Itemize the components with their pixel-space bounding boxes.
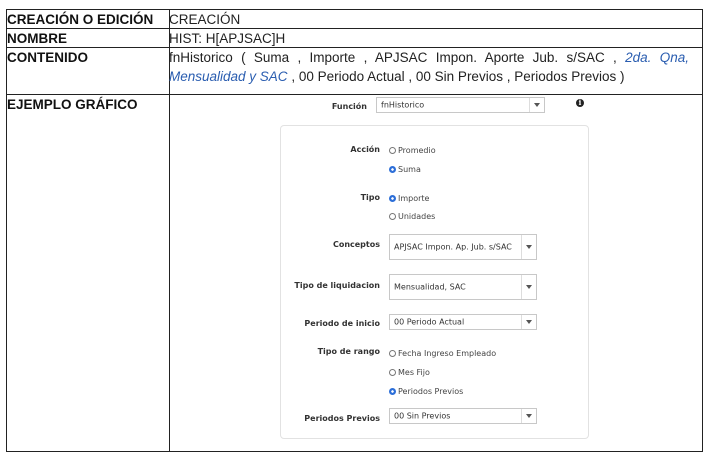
chevron-down-icon [521,315,536,329]
radio-icon [389,213,396,220]
accion-label: Acción [350,145,380,154]
chevron-down-icon [521,275,536,299]
row-divider [7,28,702,29]
contenido-label: CONTENIDO [7,50,88,65]
nombre-value: HIST: H[APJSAC]H [169,31,286,46]
radio-icon [389,166,396,173]
chevron-down-icon [521,235,536,259]
radio-fecha-ingreso[interactable] [389,349,496,358]
radio-fecha-ingreso-label: Fecha Ingreso Empleado [398,349,497,358]
radio-icon [389,350,396,357]
radio-promedio-label: Promedio [398,146,436,155]
chevron-down-icon [529,98,544,112]
radio-periodos-previos[interactable] [389,387,463,396]
radio-suma[interactable] [389,165,421,174]
tipo-liquidacion-value: Mensualidad, SAC [394,282,466,292]
radio-periodos-previos-label: Periodos Previos [398,387,464,396]
contenido-value [169,48,689,86]
contenido-highlight: 2da. Qna, Mensualidad y SAC [169,50,689,84]
tipo-liquidacion-select[interactable] [389,274,537,300]
tipo-liquidacion-label: Tipo de liquidacion [294,281,380,290]
radio-unidades-label: Unidades [398,212,436,221]
radio-icon [389,369,396,376]
periodo-inicio-select[interactable] [389,314,537,330]
radio-unidades[interactable] [389,212,435,221]
radio-suma-label: Suma [398,165,421,174]
periodo-inicio-value: 00 Periodo Actual [394,317,465,327]
creacion-value: CREACIÓN [169,12,241,27]
conceptos-select[interactable] [389,234,537,260]
periodo-inicio-label: Periodo de inicio [304,319,380,328]
radio-icon [389,147,396,154]
conceptos-value: APJSAC Impon. Ap. Jub. s/SAC [394,242,512,252]
contenido-text: fnHistorico ( Suma , Importe , APJSAC Impon. Aporte Jub. s/SAC , [169,50,617,65]
row-divider [7,94,702,95]
conceptos-label: Conceptos [332,240,380,249]
radio-mes-fijo-label: Mes Fijo [398,368,430,377]
chevron-down-icon [521,409,536,423]
contenido-text-end: , 00 Periodo Actual , 00 Sin Previos , Periodos Previos ) [291,69,625,84]
tipo-rango-label: Tipo de rango [317,347,380,356]
nombre-label: NOMBRE [7,31,67,46]
periodos-previos-value: 00 Sin Previos [394,411,451,421]
tipo-label: Tipo [360,193,380,202]
radio-promedio[interactable] [389,146,436,155]
radio-importe-label: Importe [398,194,430,203]
radio-icon [389,388,396,395]
funcion-label: Función [331,102,367,111]
funcion-value: fnHistorico [381,100,425,110]
periodos-previos-select[interactable] [389,408,537,424]
funcion-select[interactable] [376,97,545,113]
creacion-label: CREACIÓN O EDICIÓN [7,12,154,27]
ejemplo-label: EJEMPLO GRÁFICO [7,97,138,112]
radio-icon [389,195,396,202]
radio-mes-fijo[interactable] [389,368,430,377]
info-icon[interactable]: i [576,99,584,107]
periodos-previos-label: Periodos Previos [304,414,380,423]
radio-importe[interactable] [389,194,429,203]
